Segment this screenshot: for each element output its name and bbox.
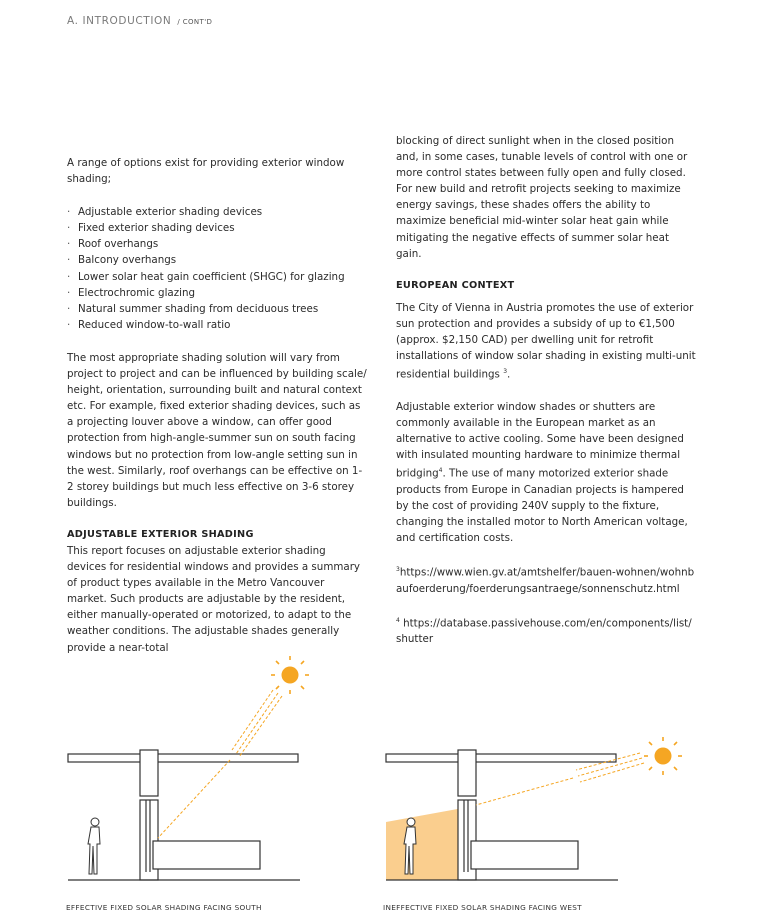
- footnote-ref-4: 4: [438, 467, 443, 475]
- footnote-3-link[interactable]: https://www.wien.gv.at/amtshelfer/bauen-wohnen/wohnbaufoerderung/foerderungsantraege/sonnenschutz.html: [396, 566, 695, 595]
- upper-column: [458, 750, 476, 796]
- shading-options-list: [67, 204, 367, 333]
- sun-exposure-area: [386, 808, 463, 880]
- footnote-ref-3: 3: [503, 368, 508, 376]
- list-item: · Electrochromic glazing: [67, 285, 367, 301]
- vienna-paragraph: [396, 300, 696, 383]
- footnote-4: [396, 613, 696, 648]
- footnote-4-link[interactable]: https://database.passivehouse.com/en/components/list/shutter: [396, 617, 692, 646]
- list-item: · Balcony overhangs: [67, 252, 367, 268]
- left-figure-caption: EFFECTIVE FIXED SOLAR SHADING FACING SOUTH: [66, 903, 262, 912]
- list-item: · Lower solar heat gain coefficient (SHGC) for glazing: [67, 269, 367, 285]
- shutters-text-b: . The use of many motorized exterior shade products from Europe in Canadian projects is hampered by the cost of providing 240V supply to the fixture, changing the installed motor to North American voltage, and certification costs.: [396, 467, 688, 544]
- page-header: [67, 15, 212, 27]
- blocking-paragraph: blocking of direct sunlight when in the closed position and, in some cases, tunable levels of control with one or more control states between fully open and fully closed. For new build and retrofit projects seeking to maximize energy savings, these shades offers the ability to maximize beneficial mid-winter solar heat gain while mitigating the negative effects of summer solar heat gain.: [396, 135, 688, 260]
- footnote-3-number: 3: [396, 566, 400, 573]
- right-column: [396, 133, 696, 647]
- south-shading-diagram: [60, 650, 390, 895]
- left-column: [67, 155, 367, 656]
- vienna-text: The City of Vienna in Austria promotes the use of exterior sun protection and provides a subsidy of up to €1,500 (approx. $2,150 CAD) per dwelling unit for retrofit installations of window solar shading in existing multi-unit residential buildings: [396, 301, 696, 381]
- balcony-slab: [153, 841, 260, 869]
- list-item: · Adjustable exterior shading devices: [67, 204, 367, 220]
- balcony-slab: [471, 841, 578, 869]
- roof-slab: [386, 754, 616, 762]
- section-subtitle: / CONT'D: [177, 18, 213, 26]
- upper-column: [140, 750, 158, 796]
- intro-paragraph: A range of options exist for providing exterior window shading;: [67, 157, 345, 186]
- right-figure-caption: INEFFECTIVE FIXED SOLAR SHADING FACING WEST: [383, 903, 582, 912]
- west-shading-diagram: [378, 650, 708, 895]
- sun-icon: [271, 656, 309, 694]
- list-item: · Roof overhangs: [67, 236, 367, 252]
- roof-slab: [68, 754, 298, 762]
- sun-icon: [644, 737, 682, 775]
- section-title: A. INTRODUCTION: [67, 15, 172, 27]
- sun-rays: [158, 690, 282, 838]
- report-focus-paragraph: This report focuses on adjustable exterior shading devices for residential windows and provides a summary of product types available in the Metro Vancouver market. Such products are adjustable by the resident, either manually-operated or motorized, to adapt to the weather conditions. The adjustable shades generally provide a near-total: [67, 544, 361, 654]
- shutters-paragraph: [396, 399, 696, 546]
- shading-solution-paragraph: The most appropriate shading solution will vary from project to project and can be influenced by building scale/ height, orientation, surrounding built and natural context etc. For example, fixed exterior shading devices, such as a projecting louver above a window, can offer good protection from high-angle-summer sun on south facing windows but no protection from low-angle setting sun in the west. Similarly, roof overhangs can be effective on 1-2 storey buildings but much less effective on 3-6 storey buildings.: [67, 351, 367, 509]
- footnote-4-number: 4: [396, 616, 400, 624]
- list-item: · Reduced window-to-wall ratio: [67, 317, 367, 333]
- person-figure: [88, 818, 100, 874]
- list-item: · Natural summer shading from deciduous trees: [67, 301, 367, 317]
- shutters-text-a: Adjustable exterior window shades or shutters are commonly available in the European market as an alternative to active cooling. Some have been designed with insulated mounting hardware to minimize thermal bridging: [396, 400, 684, 480]
- footnote-3: [396, 562, 696, 597]
- list-item: · Fixed exterior shading devices: [67, 220, 367, 236]
- vienna-text-end: .: [507, 368, 511, 381]
- european-context-heading: EUROPEAN CONTEXT: [396, 279, 515, 291]
- adjustable-shading-heading: ADJUSTABLE EXTERIOR SHADING: [67, 528, 254, 540]
